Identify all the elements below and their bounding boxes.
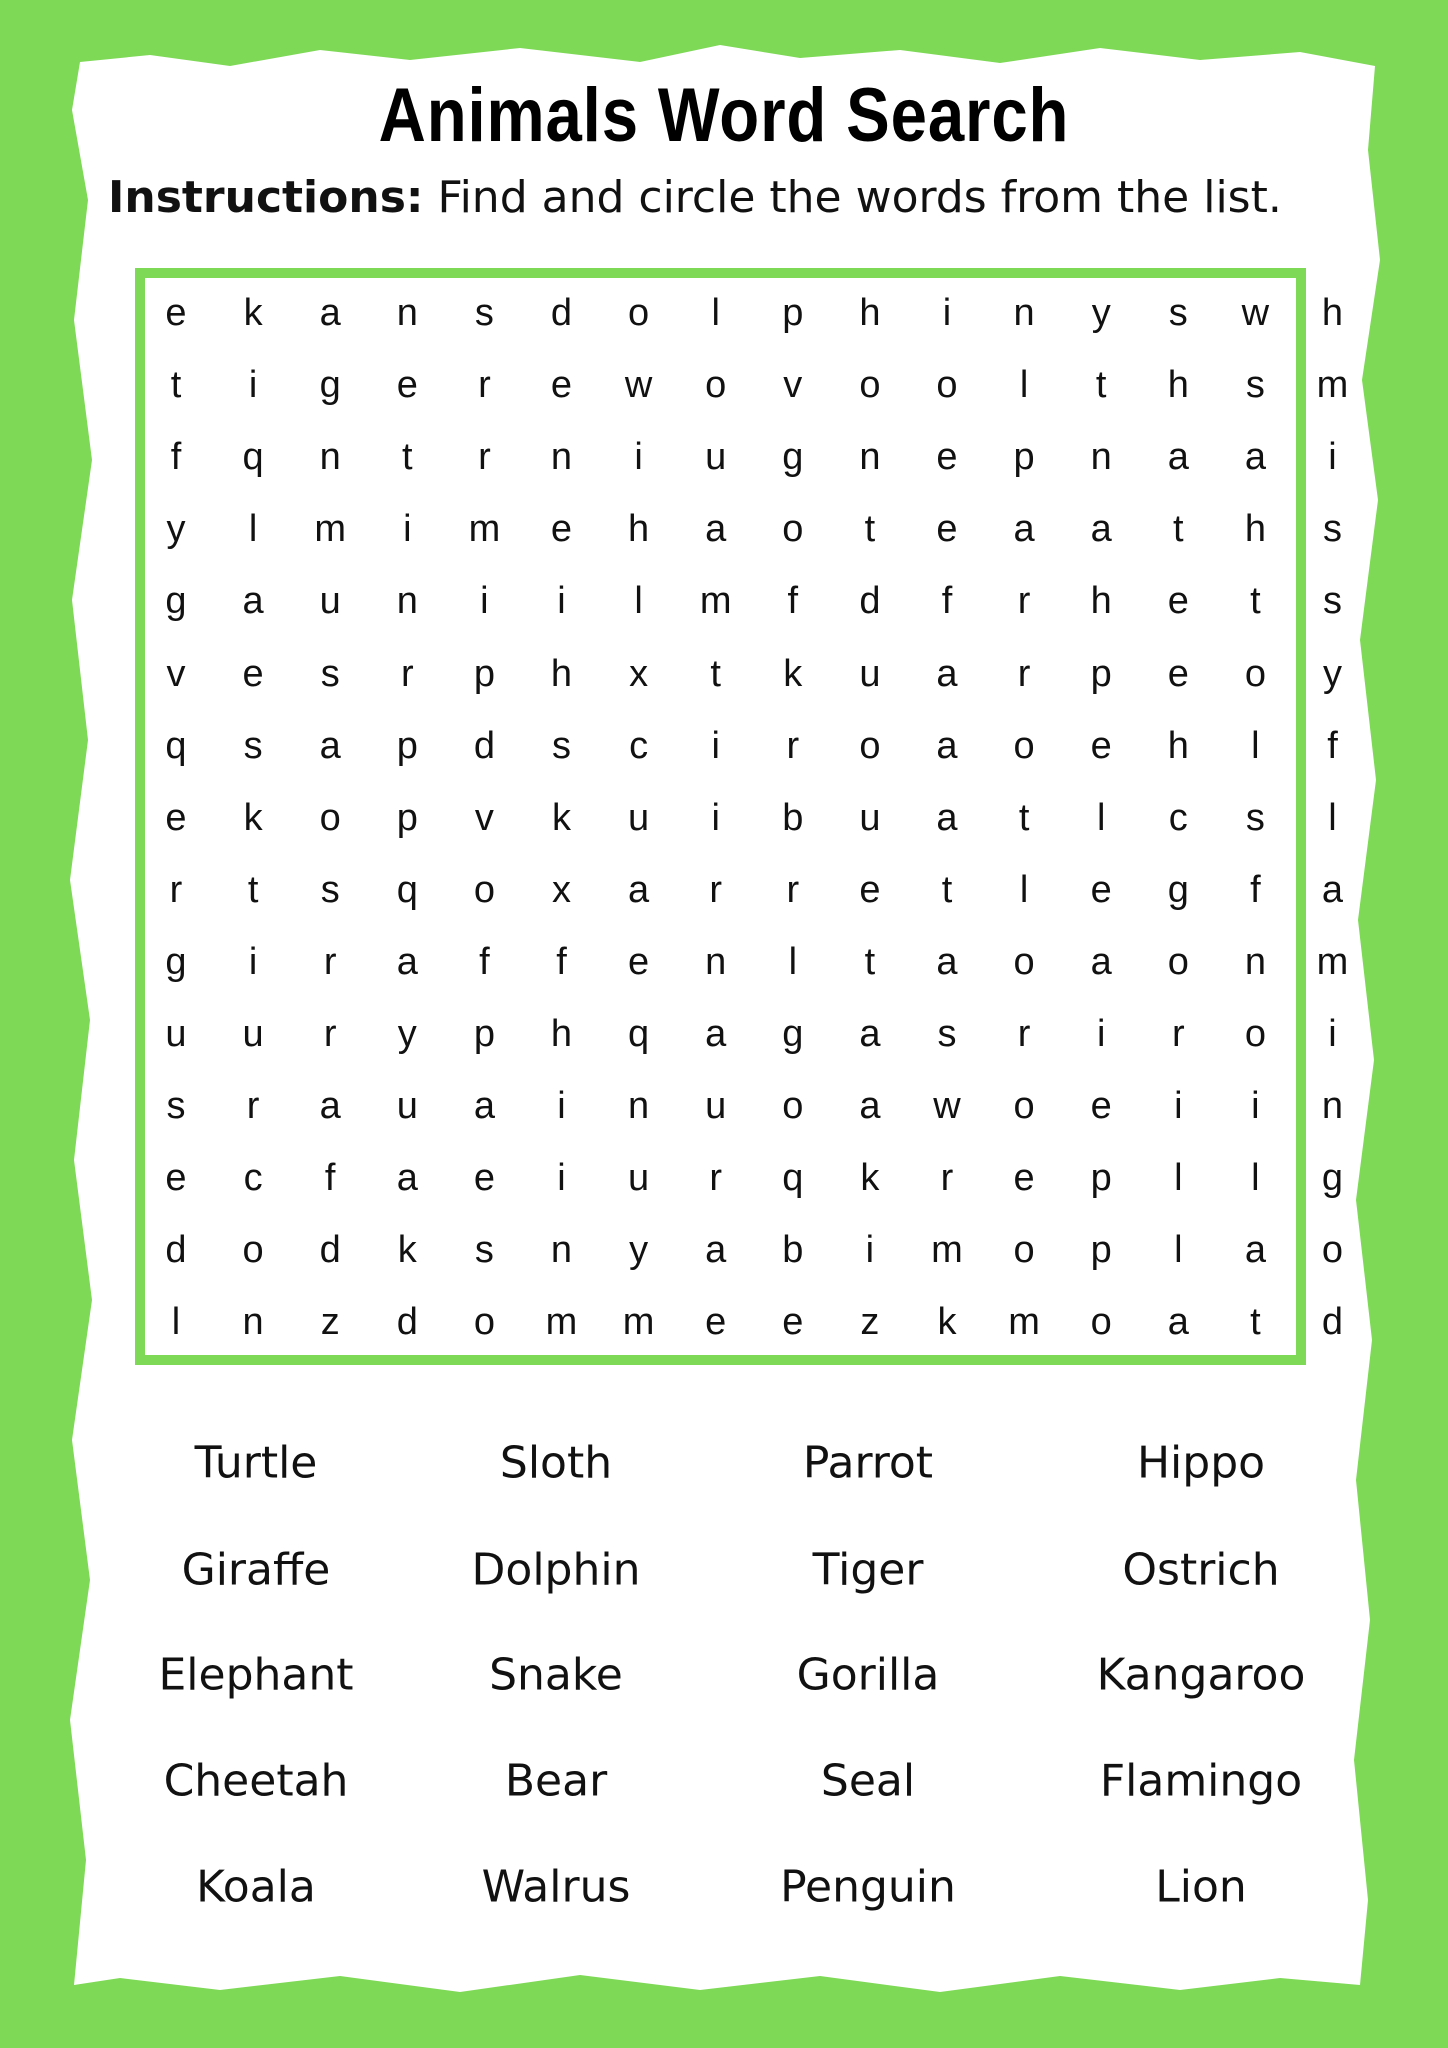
grid-cell[interactable]: u (628, 796, 650, 839)
grid-cell[interactable]: e (165, 292, 187, 334)
grid-cell[interactable]: n (705, 940, 727, 983)
grid-cell[interactable]: l (1328, 796, 1337, 839)
grid-cell[interactable]: a (242, 580, 264, 623)
grid-cell[interactable]: m (468, 508, 501, 551)
grid-cell[interactable]: h (550, 652, 573, 695)
grid-cell[interactable]: a (1321, 868, 1344, 911)
grid-cell[interactable]: h (1167, 364, 1189, 407)
grid-cell[interactable]: d (165, 1229, 187, 1272)
grid-cell[interactable]: e (165, 1157, 187, 1200)
grid-cell[interactable]: n (1321, 1085, 1344, 1128)
grid-cell[interactable]: m (931, 1229, 963, 1272)
grid-cell[interactable]: i (1328, 436, 1337, 479)
word-list-item: Hippo (1136, 1437, 1266, 1489)
grid-cell[interactable]: e (628, 940, 650, 983)
grid-cell[interactable]: q (396, 868, 418, 911)
grid-cell[interactable]: a (628, 868, 650, 911)
grid-cell[interactable]: t (170, 364, 182, 407)
word-list-item: Parrot (802, 1437, 934, 1489)
grid-cell[interactable]: n (1013, 292, 1035, 334)
grid-cell[interactable]: m (314, 508, 347, 551)
grid-cell[interactable]: g (1167, 868, 1189, 911)
grid-cell[interactable]: h (1167, 724, 1189, 767)
grid-cell[interactable]: g (165, 940, 187, 983)
grid-cell[interactable]: r (1017, 652, 1031, 695)
grid-cell[interactable]: i (711, 796, 720, 839)
grid-cell[interactable]: s (1323, 580, 1342, 623)
grid-cell[interactable]: p (782, 292, 804, 334)
word-list-item: Elephant (158, 1649, 354, 1701)
grid-cell[interactable]: k (243, 292, 263, 334)
grid-cell[interactable]: h (859, 292, 881, 334)
grid-cell[interactable]: q (782, 1157, 804, 1200)
grid-cell[interactable]: u (705, 1085, 727, 1128)
grid-cell[interactable]: f (1250, 868, 1261, 911)
grid-cell[interactable]: i (557, 1085, 566, 1128)
grid-cell[interactable]: q (242, 436, 264, 479)
grid-cell[interactable]: s (474, 292, 494, 334)
grid-cell[interactable]: i (865, 1229, 875, 1272)
grid-cell[interactable]: f (941, 580, 953, 623)
grid-cell[interactable]: i (1328, 1013, 1337, 1055)
grid-cell[interactable]: e (1090, 1085, 1112, 1128)
grid-cell[interactable]: r (323, 940, 337, 983)
grid-cell[interactable]: i (711, 724, 720, 767)
grid-cell[interactable]: r (786, 724, 800, 767)
grid-cell[interactable]: e (1167, 652, 1189, 695)
word-list-item: Kangaroo (1096, 1649, 1306, 1701)
instructions-label: Instructions: (108, 172, 424, 223)
grid-cell[interactable]: a (1167, 1301, 1189, 1344)
grid-cell[interactable]: t (1250, 1301, 1261, 1344)
word-list-item: Sloth (499, 1437, 613, 1489)
grid-cell[interactable]: k (860, 1157, 880, 1200)
grid-cell[interactable]: c (1168, 796, 1188, 839)
grid-cell[interactable]: n (550, 1229, 573, 1272)
grid-cell[interactable]: e (1090, 724, 1112, 767)
grid-cell[interactable]: o (473, 868, 495, 911)
grid-cell[interactable]: o (705, 364, 727, 407)
grid-cell[interactable]: t (1095, 364, 1107, 407)
grid-cell[interactable]: u (628, 1157, 650, 1200)
grid-cell[interactable]: p (473, 652, 495, 695)
grid-cell[interactable]: v (783, 364, 803, 407)
grid-cell[interactable]: l (1019, 364, 1029, 407)
grid-cell[interactable]: s (1245, 364, 1265, 407)
grid-cell[interactable]: s (320, 868, 340, 911)
grid-cell[interactable]: d (1321, 1301, 1344, 1344)
grid-cell[interactable]: b (782, 796, 804, 839)
grid-cell[interactable]: s (1245, 796, 1265, 839)
grid-cell[interactable]: n (628, 1085, 650, 1128)
grid-cell[interactable]: t (710, 652, 721, 695)
grid-cell[interactable]: o (936, 364, 958, 407)
grid-cell[interactable]: i (403, 508, 412, 551)
grid-cell[interactable]: s (937, 1013, 957, 1055)
grid-cell[interactable]: a (936, 652, 958, 695)
grid-cell[interactable]: u (396, 1085, 418, 1128)
word-list-item: Seal (820, 1755, 916, 1807)
grid-cell[interactable]: d (396, 1301, 418, 1344)
grid-cell[interactable]: u (165, 1013, 187, 1055)
grid-cell[interactable]: y (166, 508, 186, 551)
grid-cell[interactable]: a (1244, 436, 1266, 479)
grid-cell[interactable]: e (473, 1157, 495, 1200)
grid-cell[interactable]: u (319, 580, 341, 623)
grid-cell[interactable]: a (319, 292, 341, 334)
grid-cell[interactable]: a (705, 1013, 727, 1055)
grid-cell[interactable]: n (1090, 436, 1112, 479)
grid-cell[interactable]: k (937, 1301, 957, 1344)
grid-cell[interactable]: r (400, 652, 414, 695)
grid-cell[interactable]: o (859, 364, 881, 407)
grid-cell[interactable]: l (634, 580, 643, 623)
grid-cell[interactable]: e (242, 652, 264, 695)
grid-cell[interactable]: m (545, 1301, 578, 1344)
grid-cell[interactable]: i (1096, 1013, 1106, 1055)
grid-cell[interactable]: o (242, 1229, 264, 1272)
grid-cell[interactable]: i (1251, 1085, 1260, 1128)
instructions (108, 172, 1282, 223)
grid-cell[interactable]: h (1244, 508, 1266, 551)
grid-cell[interactable]: y (1091, 292, 1111, 334)
word-list-item: Turtle (194, 1437, 318, 1489)
page-title: Animals Word Search (378, 73, 1070, 158)
grid-cell[interactable]: i (557, 1157, 566, 1200)
grid-cell[interactable]: p (1090, 652, 1112, 695)
grid-cell[interactable]: u (859, 796, 881, 839)
grid-cell[interactable]: o (782, 1085, 804, 1128)
grid-cell[interactable]: r (246, 1085, 260, 1128)
grid-cell[interactable]: o (1244, 652, 1266, 695)
grid-cell[interactable]: a (1090, 508, 1112, 551)
grid-cell[interactable]: a (859, 1085, 881, 1128)
grid-cell[interactable]: o (859, 724, 881, 767)
word-list-item: Dolphin (471, 1544, 641, 1596)
grid-cell[interactable]: i (942, 292, 952, 334)
grid-cell[interactable]: u (242, 1013, 264, 1055)
grid-cell[interactable]: a (1167, 436, 1189, 479)
grid-cell[interactable]: t (1250, 580, 1261, 623)
grid-cell[interactable]: k (552, 796, 571, 839)
grid-cell[interactable]: m (1008, 1301, 1040, 1344)
grid-cell[interactable]: n (550, 436, 573, 479)
grid-cell[interactable]: t (864, 940, 876, 983)
grid-cell[interactable]: o (628, 292, 650, 334)
grid-cell[interactable]: n (396, 580, 418, 623)
grid-cell[interactable]: r (940, 1157, 954, 1200)
grid-cell[interactable]: t (402, 436, 413, 479)
grid-cell[interactable]: f (787, 580, 799, 623)
grid-cell[interactable]: c (243, 1157, 263, 1200)
grid-cell[interactable]: p (1090, 1157, 1112, 1200)
grid-cell[interactable]: f (479, 940, 490, 983)
grid-cell[interactable]: w (933, 1085, 961, 1128)
grid-cell[interactable]: x (552, 868, 571, 911)
word-list-item: Penguin (780, 1861, 956, 1913)
word-list-item: Gorilla (796, 1649, 940, 1701)
grid-cell[interactable]: m (699, 580, 732, 623)
grid-cell[interactable]: t (1018, 796, 1030, 839)
grid-cell[interactable]: s (552, 724, 571, 767)
grid-cell[interactable]: l (1019, 868, 1029, 911)
grid-cell[interactable]: h (1321, 292, 1344, 334)
grid-cell[interactable]: k (243, 796, 263, 839)
grid-cell[interactable]: a (1090, 940, 1112, 983)
grid-cell[interactable]: d (859, 580, 881, 623)
grid-cell[interactable]: s (243, 724, 263, 767)
grid-cell[interactable]: a (473, 1085, 495, 1128)
grid-cell[interactable]: f (1327, 724, 1338, 767)
grid-cell[interactable]: a (936, 724, 958, 767)
grid-cell[interactable]: l (1251, 1157, 1260, 1200)
grid-cell[interactable]: s (474, 1229, 494, 1272)
grid-cell[interactable]: f (324, 1157, 336, 1200)
grid-cell[interactable]: r (323, 1013, 337, 1055)
grid-cell[interactable]: w (1241, 292, 1270, 334)
grid-cell[interactable]: e (705, 1301, 727, 1344)
grid-cell[interactable]: y (397, 1013, 417, 1055)
grid-cell[interactable]: p (396, 724, 418, 767)
word-list-item: Bear (504, 1755, 608, 1807)
grid-cell[interactable]: k (783, 652, 803, 695)
grid-cell[interactable]: l (1174, 1157, 1183, 1200)
word-list-item: Ostrich (1122, 1544, 1280, 1596)
word-list-item: Lion (1155, 1861, 1247, 1913)
grid-cell[interactable]: o (1013, 940, 1035, 983)
grid-cell[interactable]: w (624, 364, 653, 407)
grid-cell[interactable]: l (1251, 724, 1260, 767)
word-list-item: Walrus (481, 1861, 631, 1913)
grid-cell[interactable]: d (473, 724, 495, 767)
grid-cell[interactable]: o (473, 1301, 495, 1344)
grid-cell[interactable]: m (1316, 364, 1349, 407)
grid-cell[interactable]: i (557, 580, 566, 623)
grid-cell[interactable]: g (782, 436, 804, 479)
grid-cell[interactable]: p (473, 1013, 495, 1055)
grid-cell[interactable]: l (248, 508, 258, 551)
word-list-item: Tiger (812, 1544, 924, 1596)
grid-cell[interactable]: r (478, 436, 491, 479)
grid-cell[interactable]: e (550, 508, 573, 551)
grid-cell[interactable]: z (860, 1301, 880, 1344)
grid-cell[interactable]: a (705, 508, 727, 551)
grid-cell[interactable]: a (859, 1013, 881, 1055)
grid-cell[interactable]: r (478, 364, 491, 407)
grid-cell[interactable]: g (782, 1013, 804, 1055)
word-list-item: Flamingo (1099, 1755, 1303, 1807)
grid-cell[interactable]: o (1090, 1301, 1112, 1344)
grid-cell[interactable]: o (1244, 1013, 1266, 1055)
grid-cell[interactable]: r (1017, 1013, 1031, 1055)
grid-cell[interactable]: r (786, 868, 800, 911)
grid-cell[interactable]: b (782, 1229, 804, 1272)
word-list-item: Giraffe (181, 1544, 331, 1596)
grid-cell[interactable]: h (628, 508, 650, 551)
grid-cell[interactable]: a (319, 1085, 341, 1128)
grid-cell[interactable]: i (248, 364, 258, 407)
grid-cell[interactable]: g (1321, 1157, 1344, 1200)
grid-cell[interactable]: l (1096, 796, 1106, 839)
grid-cell[interactable]: f (556, 940, 567, 983)
grid-cell[interactable]: t (864, 508, 876, 551)
grid-cell[interactable]: a (319, 724, 341, 767)
word-list-item: Snake (489, 1649, 623, 1701)
grid-cell[interactable]: n (242, 1301, 264, 1344)
grid-cell[interactable]: z (320, 1301, 340, 1344)
instructions-text: Find and circle the words from the list. (423, 172, 1282, 223)
grid-cell[interactable]: e (782, 1301, 804, 1344)
grid-cell[interactable]: l (711, 292, 720, 334)
grid-cell[interactable]: m (622, 1301, 655, 1344)
grid-cell[interactable]: n (396, 292, 418, 334)
grid-cell[interactable]: t (247, 868, 259, 911)
grid-cell[interactable]: o (1167, 940, 1189, 983)
grid-cell[interactable]: e (936, 436, 958, 479)
grid-cell[interactable]: e (1090, 868, 1112, 911)
grid-cell[interactable]: l (1174, 1229, 1183, 1272)
grid-cell[interactable]: p (1013, 436, 1035, 479)
grid-cell[interactable]: d (319, 1229, 341, 1272)
grid-cell[interactable]: a (396, 940, 418, 983)
grid-cell[interactable]: a (1244, 1229, 1266, 1272)
grid-cell[interactable]: l (171, 1301, 181, 1344)
grid-cell[interactable]: n (319, 436, 341, 479)
grid-cell[interactable]: e (165, 796, 187, 839)
grid-cell[interactable]: e (1167, 580, 1189, 623)
grid-cell[interactable]: y (1323, 652, 1342, 695)
grid-cell[interactable]: l (788, 940, 798, 983)
grid-cell[interactable]: n (859, 436, 881, 479)
grid-cell[interactable]: e (550, 364, 573, 407)
grid-cell[interactable]: v (474, 796, 494, 839)
grid-cell[interactable]: t (1173, 508, 1184, 551)
grid-cell[interactable]: o (1321, 1229, 1344, 1272)
grid-cell[interactable]: x (629, 652, 649, 695)
word-list-item: Cheetah (163, 1755, 349, 1807)
grid-cell[interactable]: n (1244, 940, 1266, 983)
grid-cell[interactable]: g (319, 364, 341, 407)
grid-cell[interactable]: p (396, 796, 418, 839)
grid-cell[interactable]: q (628, 1013, 650, 1055)
grid-cell[interactable]: f (170, 436, 182, 479)
grid-cell[interactable]: k (397, 1229, 417, 1272)
grid-cell[interactable]: q (165, 724, 187, 767)
grid-cell[interactable]: a (705, 1229, 727, 1272)
grid-cell[interactable]: t (941, 868, 953, 911)
grid-cell[interactable]: v (166, 652, 186, 695)
grid-cell[interactable]: i (634, 436, 643, 479)
grid-cell[interactable]: s (166, 1085, 186, 1128)
grid-cell[interactable]: e (1013, 1157, 1035, 1200)
grid-cell[interactable]: o (1013, 1229, 1035, 1272)
grid-cell[interactable]: r (1171, 1013, 1185, 1055)
grid-cell[interactable]: y (629, 1229, 649, 1272)
grid-cell[interactable]: o (319, 796, 341, 839)
grid-cell[interactable]: s (320, 652, 340, 695)
grid-cell[interactable]: m (1316, 940, 1349, 983)
grid-cell[interactable]: g (165, 580, 187, 623)
grid-cell[interactable]: a (1013, 508, 1035, 551)
grid-cell[interactable]: i (1174, 1085, 1183, 1128)
grid-cell[interactable]: a (936, 796, 958, 839)
grid-cell[interactable]: o (1013, 724, 1035, 767)
grid-cell[interactable]: d (550, 292, 573, 334)
grid-cell[interactable]: o (1013, 1085, 1035, 1128)
grid-cell[interactable]: h (1090, 580, 1112, 623)
grid-cell[interactable]: p (1090, 1229, 1112, 1272)
grid-cell[interactable]: o (782, 508, 804, 551)
grid-cell[interactable]: a (936, 940, 958, 983)
grid-cell[interactable]: s (1323, 508, 1342, 551)
grid-cell[interactable]: h (550, 1013, 573, 1055)
grid-cell[interactable]: e (396, 364, 418, 407)
grid-cell[interactable]: u (859, 652, 881, 695)
grid-cell[interactable]: r (709, 1157, 723, 1200)
grid-cell[interactable]: r (709, 868, 723, 911)
grid-cell[interactable]: i (248, 940, 258, 983)
grid-cell[interactable]: u (705, 436, 727, 479)
grid-cell[interactable]: r (1017, 580, 1031, 623)
grid-cell[interactable]: s (1168, 292, 1188, 334)
word-list-item: Koala (196, 1861, 316, 1913)
grid-cell[interactable]: a (396, 1157, 418, 1200)
grid-cell[interactable]: r (169, 868, 183, 911)
grid-cell[interactable]: e (936, 508, 958, 551)
grid-cell[interactable]: i (480, 580, 489, 623)
grid-cell[interactable]: c (629, 724, 649, 767)
grid-cell[interactable]: e (859, 868, 881, 911)
